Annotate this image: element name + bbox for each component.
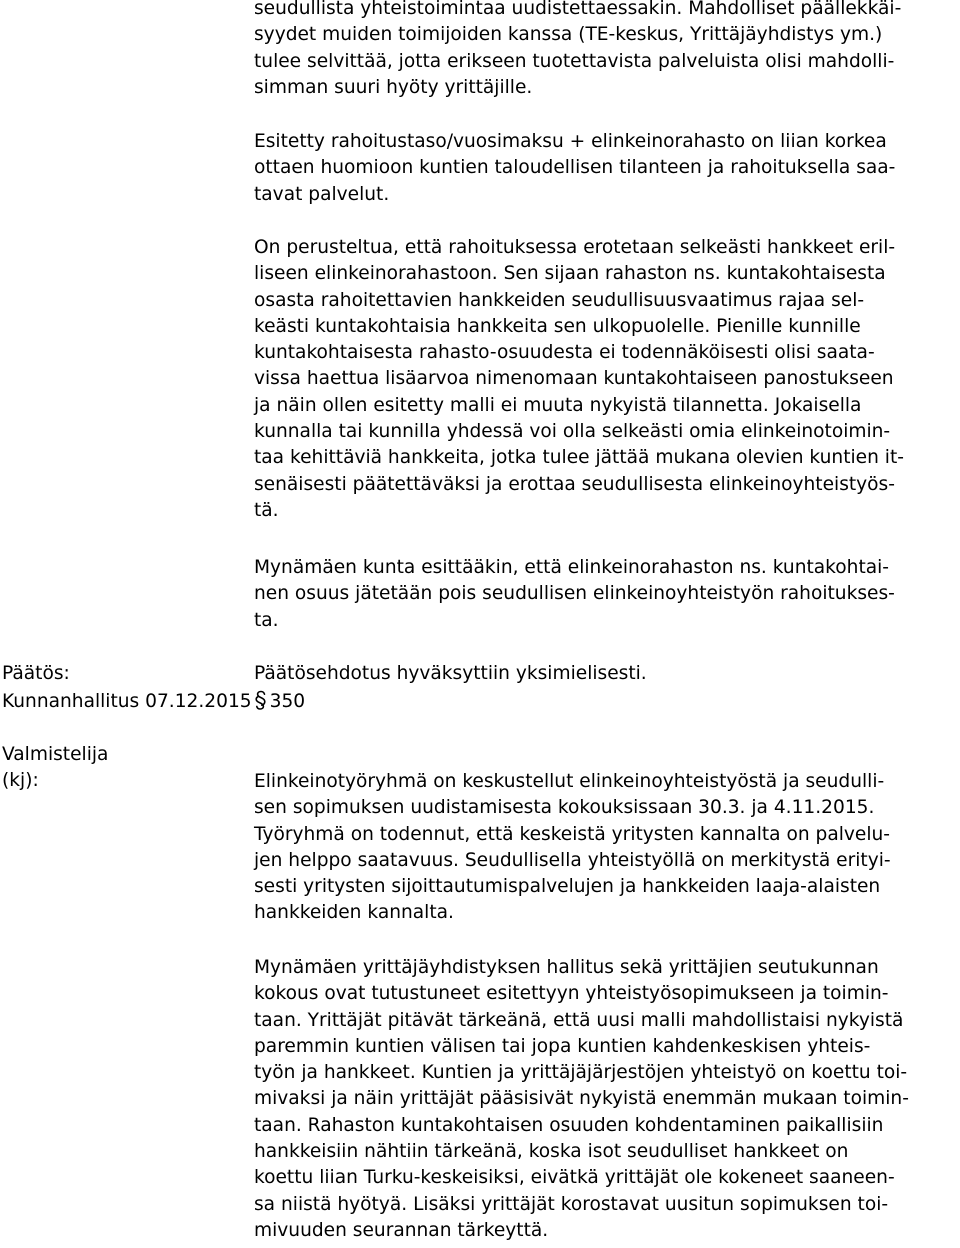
text-line: tä. [254, 499, 279, 521]
text-line: sen sopimuksen uudistamisesta kokouksissaan 30.3. ja 4.11.2015. [254, 797, 875, 819]
text-line: vissa haettua lisäarvoa nimenomaan kuntakohtaiseen panostukseen [254, 368, 894, 390]
text-line: tavat palvelut. [254, 183, 390, 205]
text-line: senäisesti päätettäväksi ja erottaa seudullisesta elinkeinoyhteistyös- [254, 473, 895, 495]
paragraph-municipality-proposal [254, 555, 958, 634]
paragraph-working-group [254, 769, 958, 927]
decision-label: Päätös: [2, 663, 70, 684]
decision-text-block [254, 661, 958, 687]
text-line: koettu liian Turku-keskeisiksi, eivätkä yrittäjät ole kokeneet saaneen- [254, 1167, 895, 1189]
text-line: taan. Rahaston kuntakohtaisen osuuden kohdentaminen paikallisiin [254, 1114, 884, 1136]
preparer-label-line: Valmistelija [2, 744, 109, 765]
text-line: osasta rahoitettavien hankkeiden seudullisuusvaatimus rajaa sel- [254, 289, 865, 311]
text-line: nen osuus jätetään pois seudullisen elinkeinoyhteistyön rahoitukses- [254, 583, 895, 605]
text-line: taa kehittäviä hankkeita, jotka tulee jättää mukana olevien kuntien it- [254, 447, 904, 469]
text-line: keästi kuntakohtaisia hankkeita sen ulkopuolelle. Pienille kunnille [254, 315, 861, 337]
text-line: seudullista yhteistoimintaa uudistettaessakin. Mahdolliset päällekkäi- [254, 0, 902, 19]
text-line: Esitetty rahoitustaso/vuosimaksu + elinkeinorahasto on liian korkea [254, 131, 887, 152]
meeting-header [2, 689, 305, 715]
preparer-label-line: (kj): [2, 770, 39, 792]
text-line: työn ja hankkeet. Kuntien ja yrittäjäjärjestöjen yhteistyö on koettu toi- [254, 1062, 908, 1084]
text-line: hankkeisiin nähtiin tärkeänä, koska isot seudulliset hankkeet on [254, 1141, 849, 1163]
text-line: mivuuden seurannan tärkeyttä. [254, 1219, 549, 1241]
text-line: Mynämäen yrittäjäyhdistyksen hallitus sekä yrittäjien seutukunnan [254, 957, 879, 978]
text-line: sesti yritysten sijoittautumispalvelujen ja hankkeiden laaja-alaisten [254, 876, 881, 898]
text-line: syydet muiden toimijoiden kanssa (TE-keskus, Yrittäjäyhdistys ym.) [254, 24, 883, 46]
text-line: taan. Yrittäjät pitävät tärkeänä, että uusi malli mahdollistaisi nykyistä [254, 1009, 904, 1031]
text-line: hankkeiden kannalta. [254, 902, 454, 924]
text-line: jen helppo saatavuus. Seudullisella yhteistyöllä on merkitystä erityi- [254, 849, 891, 871]
text-line: liseen elinkeinorahastoon. Sen sijaan rahaston ns. kuntakohtaisesta [254, 263, 886, 285]
text-line: mivaksi ja näin yrittäjät pääsisivät nykyistä enemmän mukaan toimin- [254, 1088, 909, 1110]
text-line: Elinkeinotyöryhmä on keskustellut elinkeinoyhteistyöstä ja seudulli- [254, 771, 885, 792]
text-line: tulee selvittää, jotta erikseen tuotettavista palveluista olisi mahdolli- [254, 50, 895, 72]
paragraph-separate-fund [254, 235, 958, 524]
paragraph-overlap [254, 0, 958, 101]
paragraph-funding-level [254, 129, 958, 208]
text-line: ta. [254, 609, 279, 631]
text-line: Mynämäen kunta esittääkin, että elinkeinorahaston ns. kuntakohtai- [254, 557, 890, 578]
text-line: Työryhmä on todennut, että keskeistä yritysten kannalta on palvelu- [254, 823, 890, 845]
text-line: sa niistä hyötyä. Lisäksi yrittäjät korostavat uusitun sopimuksen toi- [254, 1193, 889, 1215]
preparer-label [2, 742, 108, 795]
decision-text: Päätösehdotus hyväksyttiin yksimielisesti. [254, 663, 647, 684]
text-line: kuntakohtaisesta rahasto-osuudesta ei todennäköisesti olisi saata- [254, 342, 875, 364]
section-number: 350 [269, 691, 306, 712]
paragraph-entrepreneurs [254, 955, 958, 1244]
text-line: simman suuri hyöty yrittäjille. [254, 76, 533, 98]
text-line: On perusteltua, että rahoituksessa erotetaan selkeästi hankkeet eril- [254, 237, 896, 258]
text-line: paremmin kuntien välisen tai jopa kuntien kahdenkeskisen yhteis- [254, 1035, 871, 1057]
text-line: kunnalla tai kunnilla yhdessä voi olla selkeästi omia elinkeinotoimin- [254, 421, 891, 443]
meeting-body: Kunnanhallitus 07.12.2015 [2, 691, 252, 712]
text-line: kokous ovat tutustuneet esitettyyn yhteistyösopimukseen ja toimin- [254, 983, 889, 1005]
text-line: ottaen huomioon kuntien taloudellisen tilanteen ja rahoituksella saa- [254, 157, 896, 179]
text-line: ja näin ollen esitetty malli ei muuta nykyistä tilannetta. Jokaisella [254, 394, 862, 416]
section-sign-icon [254, 690, 268, 710]
